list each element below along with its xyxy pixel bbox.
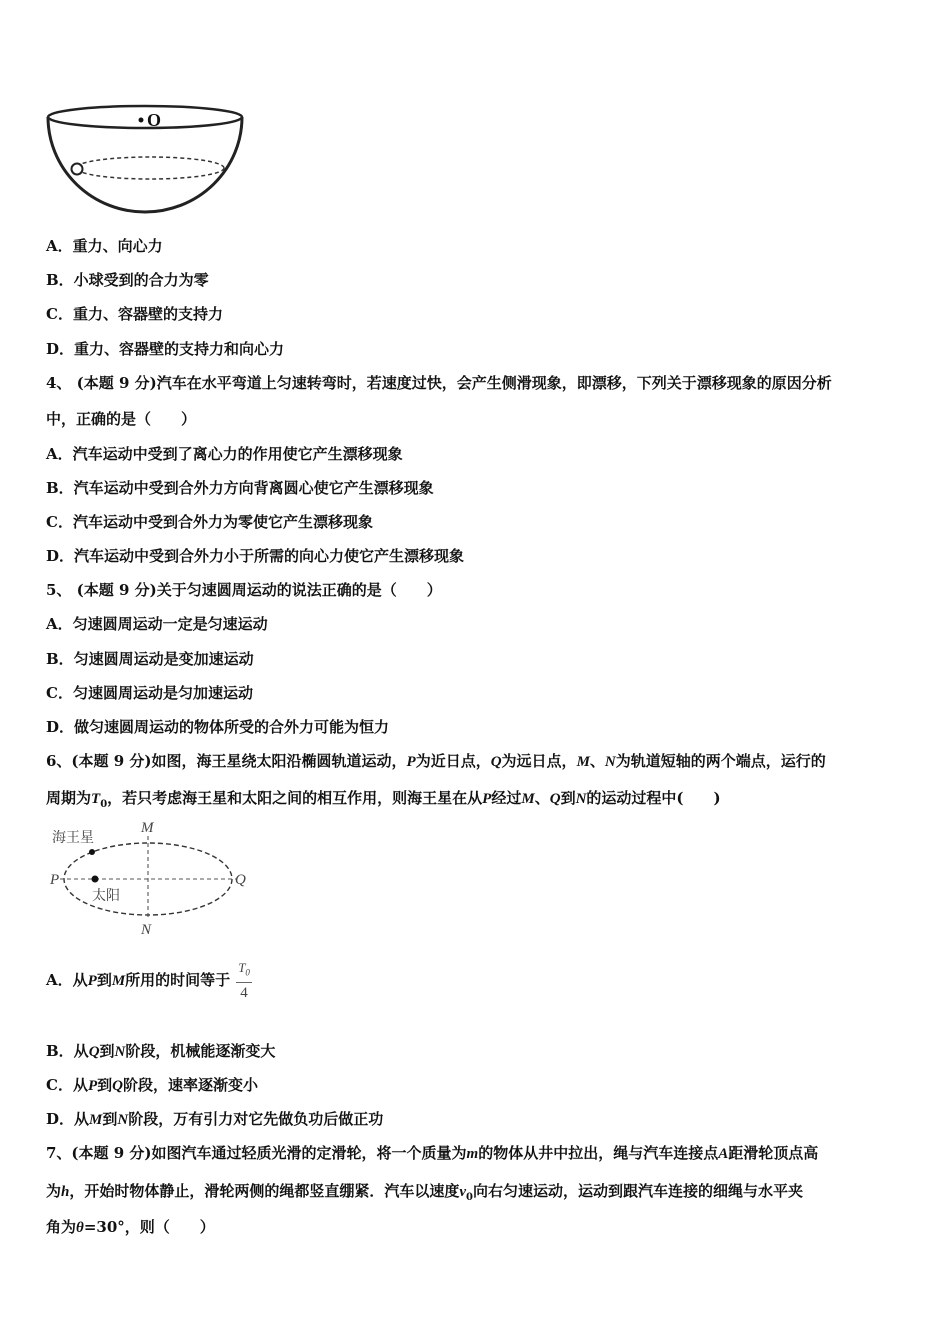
fraction-t0-over-4: $\frac{T_0}{4}$	[238, 960, 250, 1001]
q5-stem: 5、 (本题 9 分)关于匀速圆周运动的说法正确的是（ ）	[46, 581, 442, 599]
q5-option-a: A．匀速圆周运动一定是匀速运动	[46, 615, 268, 633]
q4-option-b: B．汽车运动中受到合外力方向背离圆心使它产生漂移现象	[46, 479, 434, 497]
q6-option-a: A．从P到M所用的时间等于 $\frac{T_0}{4}$	[46, 960, 250, 1001]
label-neptune: 海王星	[52, 830, 94, 846]
neptune-dot	[89, 849, 95, 855]
q6-option-c: C．从P到Q阶段，速率逐渐变小	[46, 1076, 258, 1094]
label-p: P	[50, 872, 60, 888]
center-dot	[139, 118, 144, 123]
q5-option-b: B．匀速圆周运动是变加速运动	[46, 650, 254, 668]
q5-option-c: C．匀速圆周运动是匀加速运动	[46, 684, 253, 702]
q6-option-b: B．从Q到N阶段，机械能逐渐变大	[46, 1042, 276, 1060]
q3-option-a: A．重力、向心力	[46, 237, 163, 255]
q6-stem-line1: 6、(本题 9 分)如图，海王星绕太阳沿椭圆轨道运动，P为近日点，Q为远日点，M、N为轨道短轴的两个端点，运行的	[46, 752, 826, 770]
label-q: Q	[235, 872, 246, 888]
q3-option-c: C．重力、容器壁的支持力	[46, 305, 223, 323]
q3-option-d: D．重力、容器壁的支持力和向心力	[46, 340, 285, 358]
orbit-figure	[46, 818, 256, 940]
q3-option-b: B．小球受到的合力为零	[46, 271, 209, 289]
label-n: N	[141, 922, 152, 938]
q6-stem-line2: 周期为$T_0$，若只考虑海王星和太阳之间的相互作用，则海王星在从P经过M、Q到N的运动过程中( )	[46, 789, 721, 810]
q7-stem-line1: 7、(本题 9 分)如图汽车通过轻质光滑的定滑轮，将一个质量为m的物体从井中拉出，绳与汽车连接点A距滑轮顶点高	[46, 1144, 819, 1162]
small-ball	[72, 164, 83, 175]
bowl-figure	[44, 103, 246, 215]
q4-stem-line1: 4、 (本题 9 分)汽车在水平弯道上匀速转弯时，若速度过快，会产生侧滑现象，即漂移，下列关于漂移现象的原因分析	[46, 374, 832, 392]
q7-stem-line2: 为h，开始时物体静止，滑轮两侧的绳都竖直绷紧．汽车以速度$v_0$向右匀速运动，运动到跟汽车连接的细绳与水平夹	[46, 1182, 804, 1203]
center-label-o: O	[147, 110, 162, 130]
q4-option-d: D．汽车运动中受到合外力小于所需的向心力使它产生漂移现象	[46, 547, 465, 565]
bowl-orbit	[76, 157, 224, 179]
label-m: M	[141, 820, 154, 836]
q4-stem-line2: 中，正确的是（ ）	[46, 410, 197, 428]
q5-option-d: D．做匀速圆周运动的物体所受的合外力可能为恒力	[46, 718, 390, 736]
q4-option-a: A．汽车运动中受到了离心力的作用使它产生漂移现象	[46, 445, 403, 463]
sun-dot	[92, 876, 99, 883]
bowl-rim	[48, 106, 242, 128]
q6-option-d: D．从M到N阶段，万有引力对它先做负功后做正功	[46, 1110, 384, 1128]
label-sun: 太阳	[92, 888, 120, 904]
q4-option-c: C．汽车运动中受到合外力为零使它产生漂移现象	[46, 513, 373, 531]
q7-stem-line3: 角为θ=30°，则（ ）	[46, 1218, 215, 1236]
